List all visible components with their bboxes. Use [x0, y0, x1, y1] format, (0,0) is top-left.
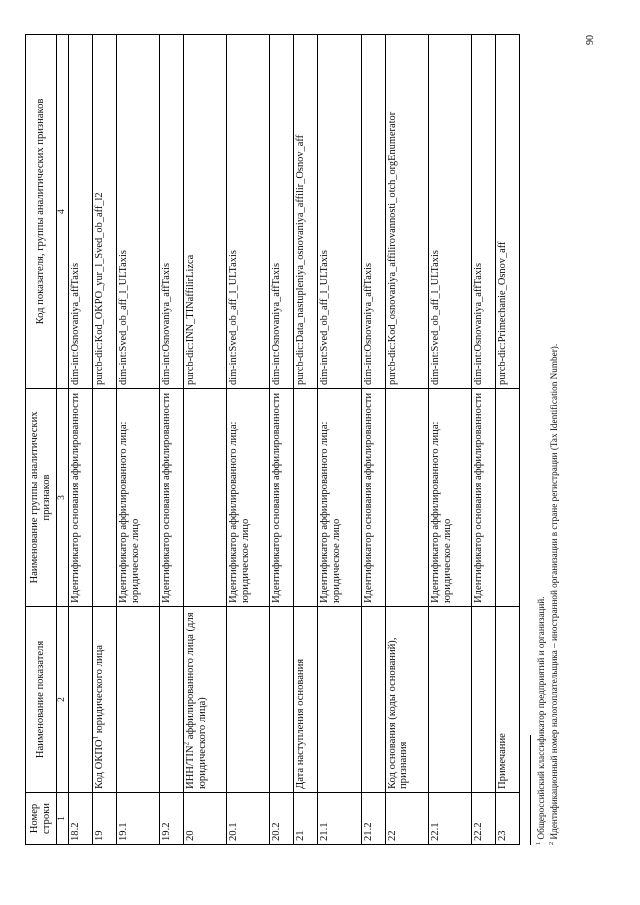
row-number: 20.2: [270, 793, 294, 845]
row-number: 21.2: [361, 793, 385, 845]
indicator-code: dim-int:Osnovaniya_affTaxis: [160, 35, 184, 389]
indicator-code: dim-int:Osnovaniya_affTaxis: [471, 35, 495, 389]
indicator-code: dim-int:Sved_ob_aff_l_ULTaxis: [318, 35, 361, 389]
indicator-code: purcb-dic:Data_nastupleniya_osnovaniya_affilir_Osnov_aff: [294, 35, 318, 389]
indicator-code: purcb-dic:Kod_OKPO_yur_l_Sved_ob_aff_l2: [93, 35, 117, 389]
column-number: 4: [57, 35, 69, 389]
page-number: 90: [585, 35, 596, 45]
group-name: [184, 389, 227, 607]
footnote-mark: 1: [535, 841, 542, 845]
table-row: [93, 35, 117, 845]
group-name: [294, 389, 318, 607]
group-name: Идентификатор аффилированного лица: юридическое лицо: [318, 389, 361, 607]
group-name: Идентификатор аффилированного лица: юридическое лицо: [227, 389, 270, 607]
group-name: Идентификатор основания аффилированности: [69, 389, 93, 607]
table-row: [318, 35, 361, 845]
footnote: [535, 35, 548, 845]
row-number: 19: [93, 793, 117, 845]
group-name: [495, 389, 519, 607]
row-number: 22.1: [428, 793, 471, 845]
indicator-code: dim-int:Osnovaniya_affTaxis: [361, 35, 385, 389]
table-row: [471, 35, 495, 845]
footnote-mark: 2: [547, 841, 555, 845]
indicator-code: dim-int:Osnovaniya_affTaxis: [69, 35, 93, 389]
row-number: 18.2: [69, 793, 93, 845]
table-row: [428, 35, 471, 845]
row-number: 19.1: [117, 793, 160, 845]
group-name: Идентификатор аффилированного лица: юридическое лицо: [117, 389, 160, 607]
indicator-code: dim-int:Sved_ob_aff_l_ULTaxis: [428, 35, 471, 389]
table-row: [270, 35, 294, 845]
indicator-name: [227, 607, 270, 793]
indicator-name-text: Код ОКПО: [94, 739, 105, 789]
indicator-name: [184, 607, 227, 793]
group-name: Идентификатор основания аффилированности: [160, 389, 184, 607]
indicator-table: [25, 34, 520, 845]
indicator-code: purcb-dic:INN_TINaffilirLizca: [184, 35, 227, 389]
indicator-name-tail: юридического лица: [94, 645, 105, 736]
table-row: [227, 35, 270, 845]
row-number: 19.2: [160, 793, 184, 845]
row-number: 21: [294, 793, 318, 845]
table-row: [385, 35, 428, 845]
row-number: 20.1: [227, 793, 270, 845]
group-name: [385, 389, 428, 607]
footnotes: [530, 35, 560, 845]
indicator-name: Код основания (коды оснований), признания: [385, 607, 428, 793]
header-row-number: Номер строки: [26, 793, 57, 845]
footnote-ref: 1: [91, 735, 100, 740]
group-name: Идентификатор аффилированного лица: юридическое лицо: [428, 389, 471, 607]
table-row: [160, 35, 184, 845]
footnote-text: Общероссийский классификатор предприятий и организаций.: [536, 596, 547, 840]
header-code: Код показателя, группы аналитических признаков: [26, 35, 57, 389]
table-row: [294, 35, 318, 845]
row-number: 20: [184, 793, 227, 845]
indicator-name: Дата наступления основания: [294, 607, 318, 793]
footnote-ref: 2: [182, 741, 191, 746]
column-number: 3: [57, 389, 69, 607]
indicator-name: [69, 607, 93, 793]
header-indicator-name: Наименование показателя: [26, 607, 57, 793]
indicator-code: purcb-dic:Kod_osnovaniya_affilirovannosti_otch_orgEnumerator: [385, 35, 428, 389]
footnote-text: Идентификационный номер налогоплательщика – иностранной организации в стране регистрации (Tax Identification Number).: [548, 343, 559, 840]
indicator-code: purcb-dic:Primechanie_Osnov_aff: [495, 35, 519, 389]
indicator-code: dim-int:Osnovaniya_affTaxis: [270, 35, 294, 389]
table-row: [117, 35, 160, 845]
indicator-name: [117, 607, 160, 793]
indicator-name: [160, 607, 184, 793]
table-row: [361, 35, 385, 845]
indicator-name: [270, 607, 294, 793]
indicator-name: [428, 607, 471, 793]
group-name: Идентификатор основания аффилированности: [270, 389, 294, 607]
row-number: 21.1: [318, 793, 361, 845]
table-row: [69, 35, 93, 845]
indicator-name: [361, 607, 385, 793]
row-number: 22.2: [471, 793, 495, 845]
group-name: [93, 389, 117, 607]
indicator-code: dim-int:Sved_ob_aff_l_ULTaxis: [117, 35, 160, 389]
indicator-name: [93, 607, 117, 793]
indicator-code: dim-int:Sved_ob_aff_l_ULTaxis: [227, 35, 270, 389]
indicator-name: Примечание: [495, 607, 519, 793]
column-number: 2: [57, 607, 69, 793]
table-row: [184, 35, 227, 845]
header-group-name: Наименование группы аналитических признаков: [26, 389, 57, 607]
rotated-page: [25, 35, 625, 845]
row-number: 23: [495, 793, 519, 845]
row-number: 22: [385, 793, 428, 845]
indicator-name: [318, 607, 361, 793]
footnote-divider: [530, 735, 531, 845]
indicator-name-tail: аффилированного лица (для юридического лица): [185, 612, 209, 789]
footnote: [548, 35, 561, 845]
table-row: [495, 35, 519, 845]
group-name: Идентификатор основания аффилированности: [361, 389, 385, 607]
indicator-name: [471, 607, 495, 793]
indicator-name-text: ИНН/TIN: [185, 745, 197, 789]
group-name: Идентификатор основания аффилированности: [471, 389, 495, 607]
column-number: 1: [57, 793, 69, 845]
